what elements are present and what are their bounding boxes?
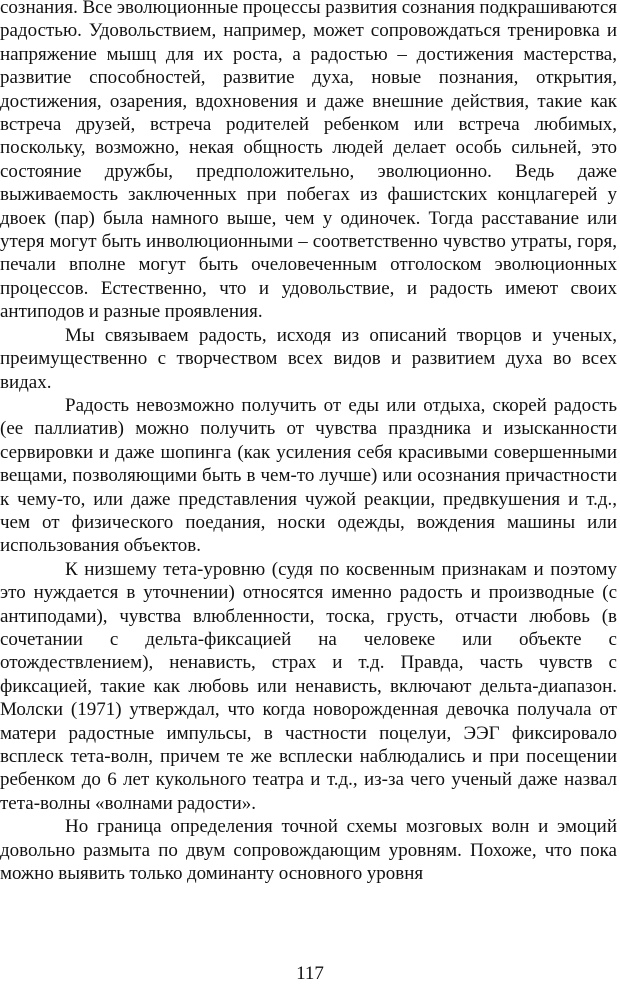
paragraph: Мы связываем радость, исходя из описаний творцов и ученых, преимущественно с творчеством всех видов и развитием духа во всех видах.: [0, 324, 617, 393]
paragraph: Но граница определения точной схемы мозговых волн и эмоций довольно размыта по двум сопровождающим уровням. Похоже, что пока можно выявить только доминанту основного уровня: [0, 816, 617, 885]
page-number: 117: [296, 963, 324, 984]
paragraph: Радость невозможно получить от еды или отдыха, скорей радость (ее паллиатив) можно получить от чувства праздника и изысканности сервировки и даже шопинга (как усиления себя красивыми совершенными вещами, позволяющими быть в чем-то лучше) или осознания причастности к чему-то, или даже представления чужой реакции, предвкушения и т.д., чем от физического поедания, носки одежды, вождения машины или использования объектов.: [0, 394, 617, 557]
paragraph: К низшему тета-уровню (судя по косвенным признакам и поэтому это нуждается в уточнении) относятся именно радость и производные (с антиподами), чувства влюбленности, тоска, грусть, отчасти любовь (в сочетании с дельта-фиксацией на человеке или объекте с отождествлением), ненависть, страх и т.д. Правда, часть чувств с фиксацией, такие как любовь или ненависть, включают дельта-диапазон. Молски (1971) утверждал, что когда новорожденная девочка получала от матери радостные импульсы, в частности поцелуи, ЭЭГ фиксировало всплеск тета-волн, причем те же всплески наблюдались и при посещении ребенком до 6 лет кукольного театра и т.д., из-за чего ученый даже назвал тета-волны «волнами радости».: [0, 558, 617, 814]
paragraph: сознания. Все эволюционные процессы развития сознания подкрашиваются радостью. Удовольствием, например, может сопровождаться тренировка и напряжение мышц для их роста, а радостью – достижения мастерства, развитие способностей, развитие духа, новые познания, открытия, достижения, озарения, вдохновения и даже внешние действия, такие как встреча друзей, встреча родителей ребенком или встреча любимых, поскольку, возможно, некая общность людей делает особь сильней, это состояние дружбы, предположительно, эволюционно. Ведь даже выживаемость заключенных при побегах из фашистских концлагерей у двоек (пар) была намного выше, чем у одиночек. Тогда расставание или утеря могут быть инволюционными – соответственно чувство утраты, горя, печали вполне могут быть очеловеченным отголоском эволюционных процессов. Естественно, что и удовольствие, и радость имеют своих антиподов и разные проявления.: [0, 0, 617, 323]
